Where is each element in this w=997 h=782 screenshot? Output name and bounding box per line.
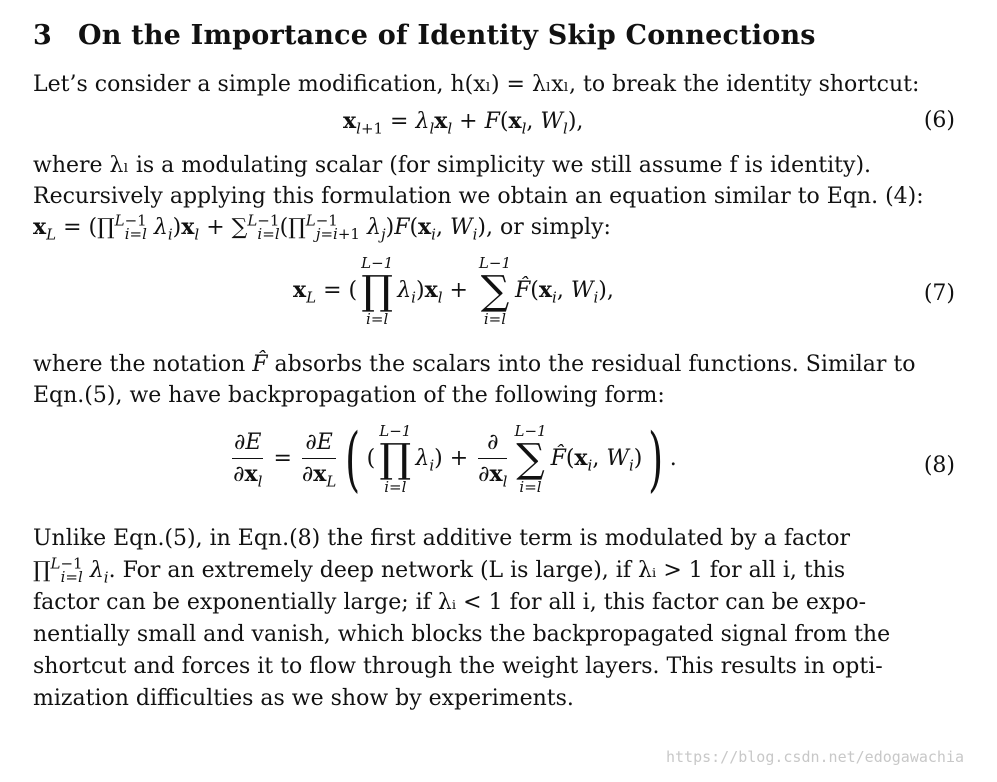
paragraph-intro-text: Let’s consider a simple modification, h(xₗ) = λₗxₗ, to break the identity shortcut: xyxy=(33,72,920,97)
paragraph-analysis-d: nentially small and vanish, which blocks the backpropagated signal from the xyxy=(33,622,891,647)
paragraph-analysis xyxy=(33,523,955,715)
section-title: On the Importance of Identity Skip Connections xyxy=(78,20,816,51)
equation-6-number: (6) xyxy=(923,108,955,133)
paragraph-intro xyxy=(33,69,955,100)
equation-8-body: $\frac{\partial E}{\partial x_l}$ = $\frac{\partial E}{\partial x_L}$ ( ( L−1 ∏ i=l $\lambda_i$) + $\frac{\partial}{\partial x_l}$ L−1 ∑ i=l $F̂(x_i$, $W_i$)) . xyxy=(233,418,677,500)
paper-page xyxy=(33,20,955,715)
paragraph-recursion xyxy=(33,150,955,243)
paragraph-notation: where the notation F̂ absorbs the scalars into the residual functions. Similar to Eqn.(5), we have backpropagation of the following form: xyxy=(33,352,916,408)
paragraph-analysis-c: factor can be exponentially large; if λᵢ < 1 for all i, this factor can be expo- xyxy=(33,590,867,615)
paragraph-analysis-f: mization difficulties as we show by experiments. xyxy=(33,686,574,711)
section-heading xyxy=(33,20,955,51)
paragraph-notation-c: Eqn.(5), we have backpropagation of the following form: xyxy=(33,383,665,408)
equation-6 xyxy=(33,100,955,146)
equation-7-body: $x_L$ = ( L−1 ∏ i=l $\lambda_i)x_l$ + L−1 ∑ i=l $F̂(x_i$, $W_i$), xyxy=(293,254,614,328)
equation-8-number: (8) xyxy=(923,453,955,478)
equation-7 xyxy=(33,247,955,343)
paragraph-notation-b: absorbs the scalars into the residual functions. Similar to xyxy=(274,352,916,377)
paragraph-recursion-line3: , or simply: xyxy=(486,215,611,240)
paragraph-notation-a: where the notation xyxy=(33,352,246,377)
inline-product: ∏$^{L-1}_{i=l}$ $\lambda_i$ xyxy=(33,554,109,587)
watermark: https://blog.csdn.net/edogawachia xyxy=(666,748,965,766)
equation-7-number: (7) xyxy=(923,281,955,306)
paragraph-analysis-b: . For an extremely deep network (L is large), if λᵢ > 1 for all i, this xyxy=(108,558,846,583)
inline-equation: $x_L$ = (∏$^{L-1}_{i=l}$ $\lambda_i)x_l$ + ∑$^{L-1}_{i=l}$(∏$^{L-1}_{j=i+1}$ $\lambda_j)F(x_i$, $W_i$) xyxy=(33,211,487,244)
paragraph-analysis-a: Unlike Eqn.(5), in Eqn.(8) the first additive term is modulated by a factor xyxy=(33,526,851,551)
equation-8 xyxy=(33,413,955,523)
section-number: 3 xyxy=(33,20,52,51)
paragraph-recursion-line1: where λₗ is a modulating scalar (for simplicity we still assume f is identity). xyxy=(33,153,872,178)
paragraph-analysis-e: shortcut and forces it to flow through the weight layers. This results in opti- xyxy=(33,654,883,679)
paragraph-recursion-line2: Recursively applying this formulation we obtain an equation similar to Eqn. (4): xyxy=(33,184,924,209)
equation-6-body: $x_{l+1} = \lambda_lx_l + F(x_l$, $W_l$), xyxy=(343,108,584,138)
